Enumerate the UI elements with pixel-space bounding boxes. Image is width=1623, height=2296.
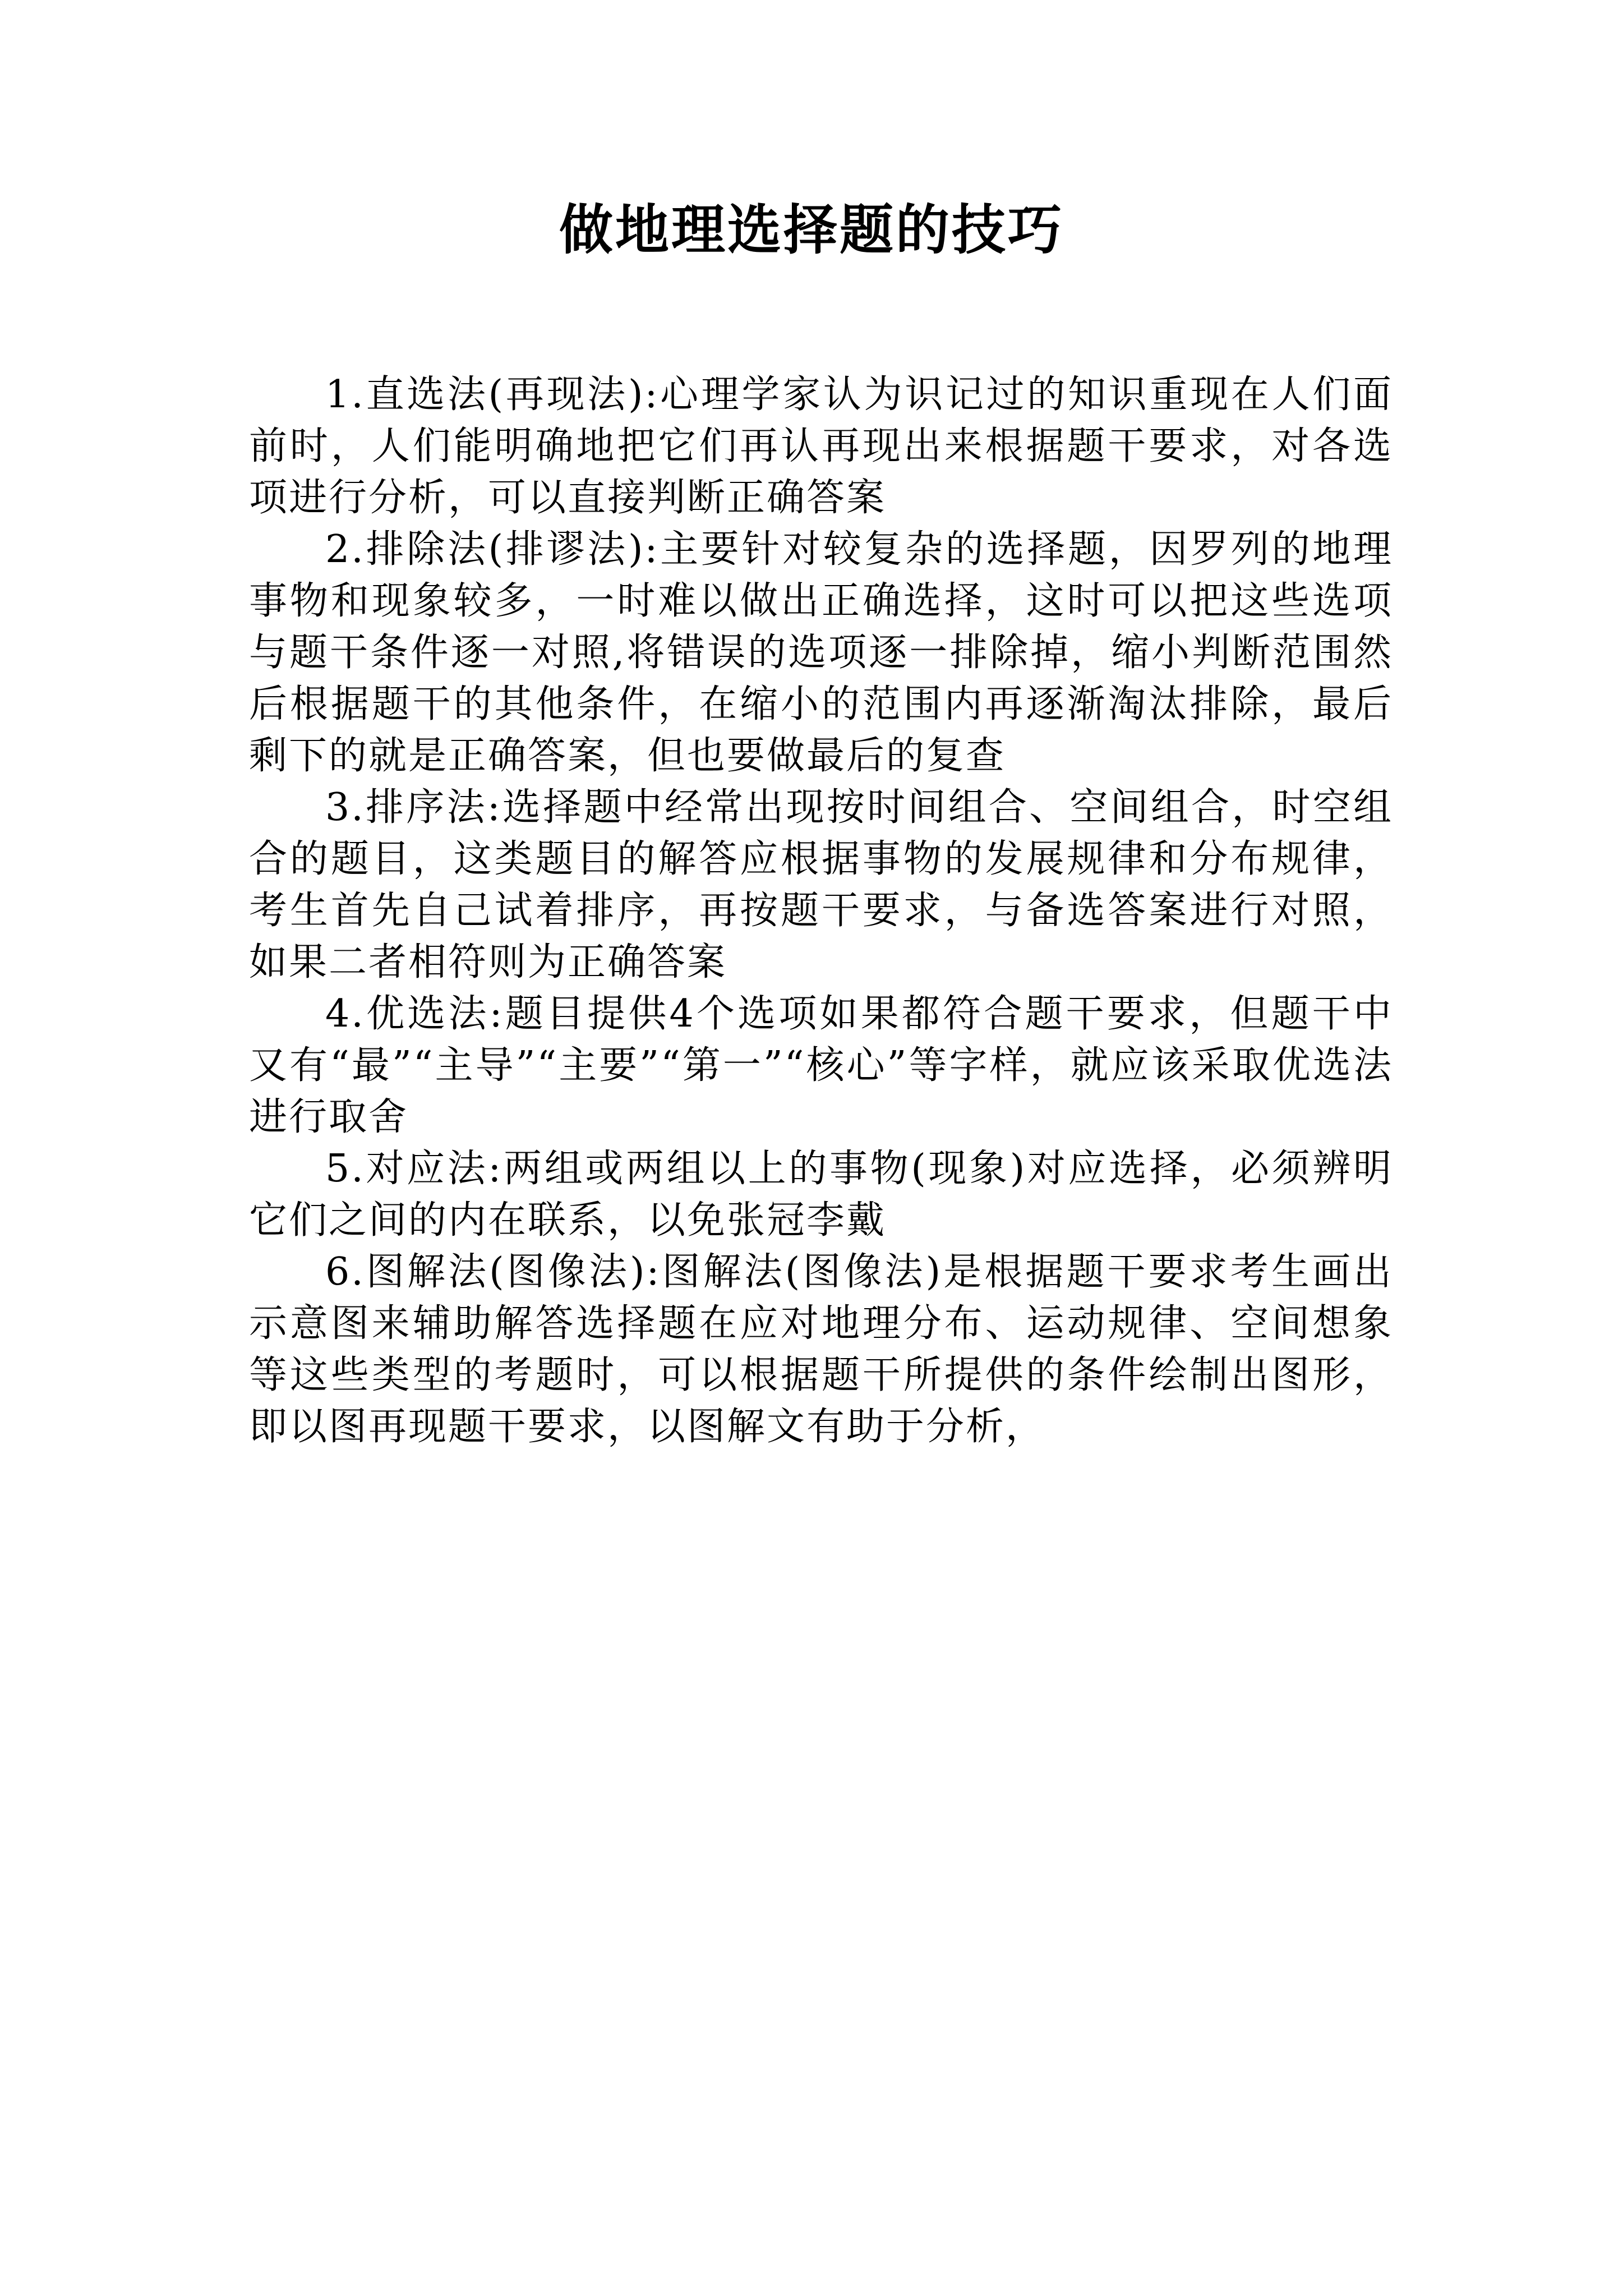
paragraph-direct-selection: 1.直选法(再现法):心理学家认为识记过的知识重现在人们面前时，人们能明确地把它们再认再现出来根据题干要求，对各选项进行分析，可以直接判断正确答案 [249, 372, 1393, 520]
paragraph-elimination: 2.排除法(排谬法):主要针对较复杂的选择题，因罗列的地理事物和现象较多，一时难以做出正确选择，这时可以把这些选项与题干条件逐一对照,将错误的选项逐一排除掉，缩小判断范围然后根据题干的其他条件，在缩小的范围内再逐渐淘汰排除，最后剩下的就是正确答案，但也要做最后的复查 [249, 527, 1393, 778]
paragraph-ordering: 3.排序法:选择题中经常出现按时间组合、空间组合，时空组合的题目，这类题目的解答应根据事物的发展规律和分布规律，考生首先自己试着排序，再按题干要求，与备选答案进行对照，如果二者相符则为正确答案 [249, 785, 1393, 984]
paragraph-optimal-selection: 4.优选法:题目提供4个选项如果都符合题干要求，但题干中又有“最”“主导”“主要”“第一”“核心”等字样，就应该采取优选法进行取舍 [249, 992, 1393, 1139]
document-title: 做地理选择题的技巧 [559, 198, 1064, 261]
document-body [249, 369, 1393, 1453]
paragraph-diagram-method: 6.图解法(图像法):图解法(图像法)是根据题干要求考生画出示意图来辅助解答选择题在应对地理分布、运动规律、空间想象等这些类型的考题时，可以根据题干所提供的条件绘制出图形，即以图再现题干要求，以图解文有助于分析， [249, 1250, 1393, 1449]
paragraph-correspondence: 5.对应法:两组或两组以上的事物(现象)对应选择，必须辨明它们之间的内在联系，以免张冠李戴 [249, 1147, 1393, 1243]
